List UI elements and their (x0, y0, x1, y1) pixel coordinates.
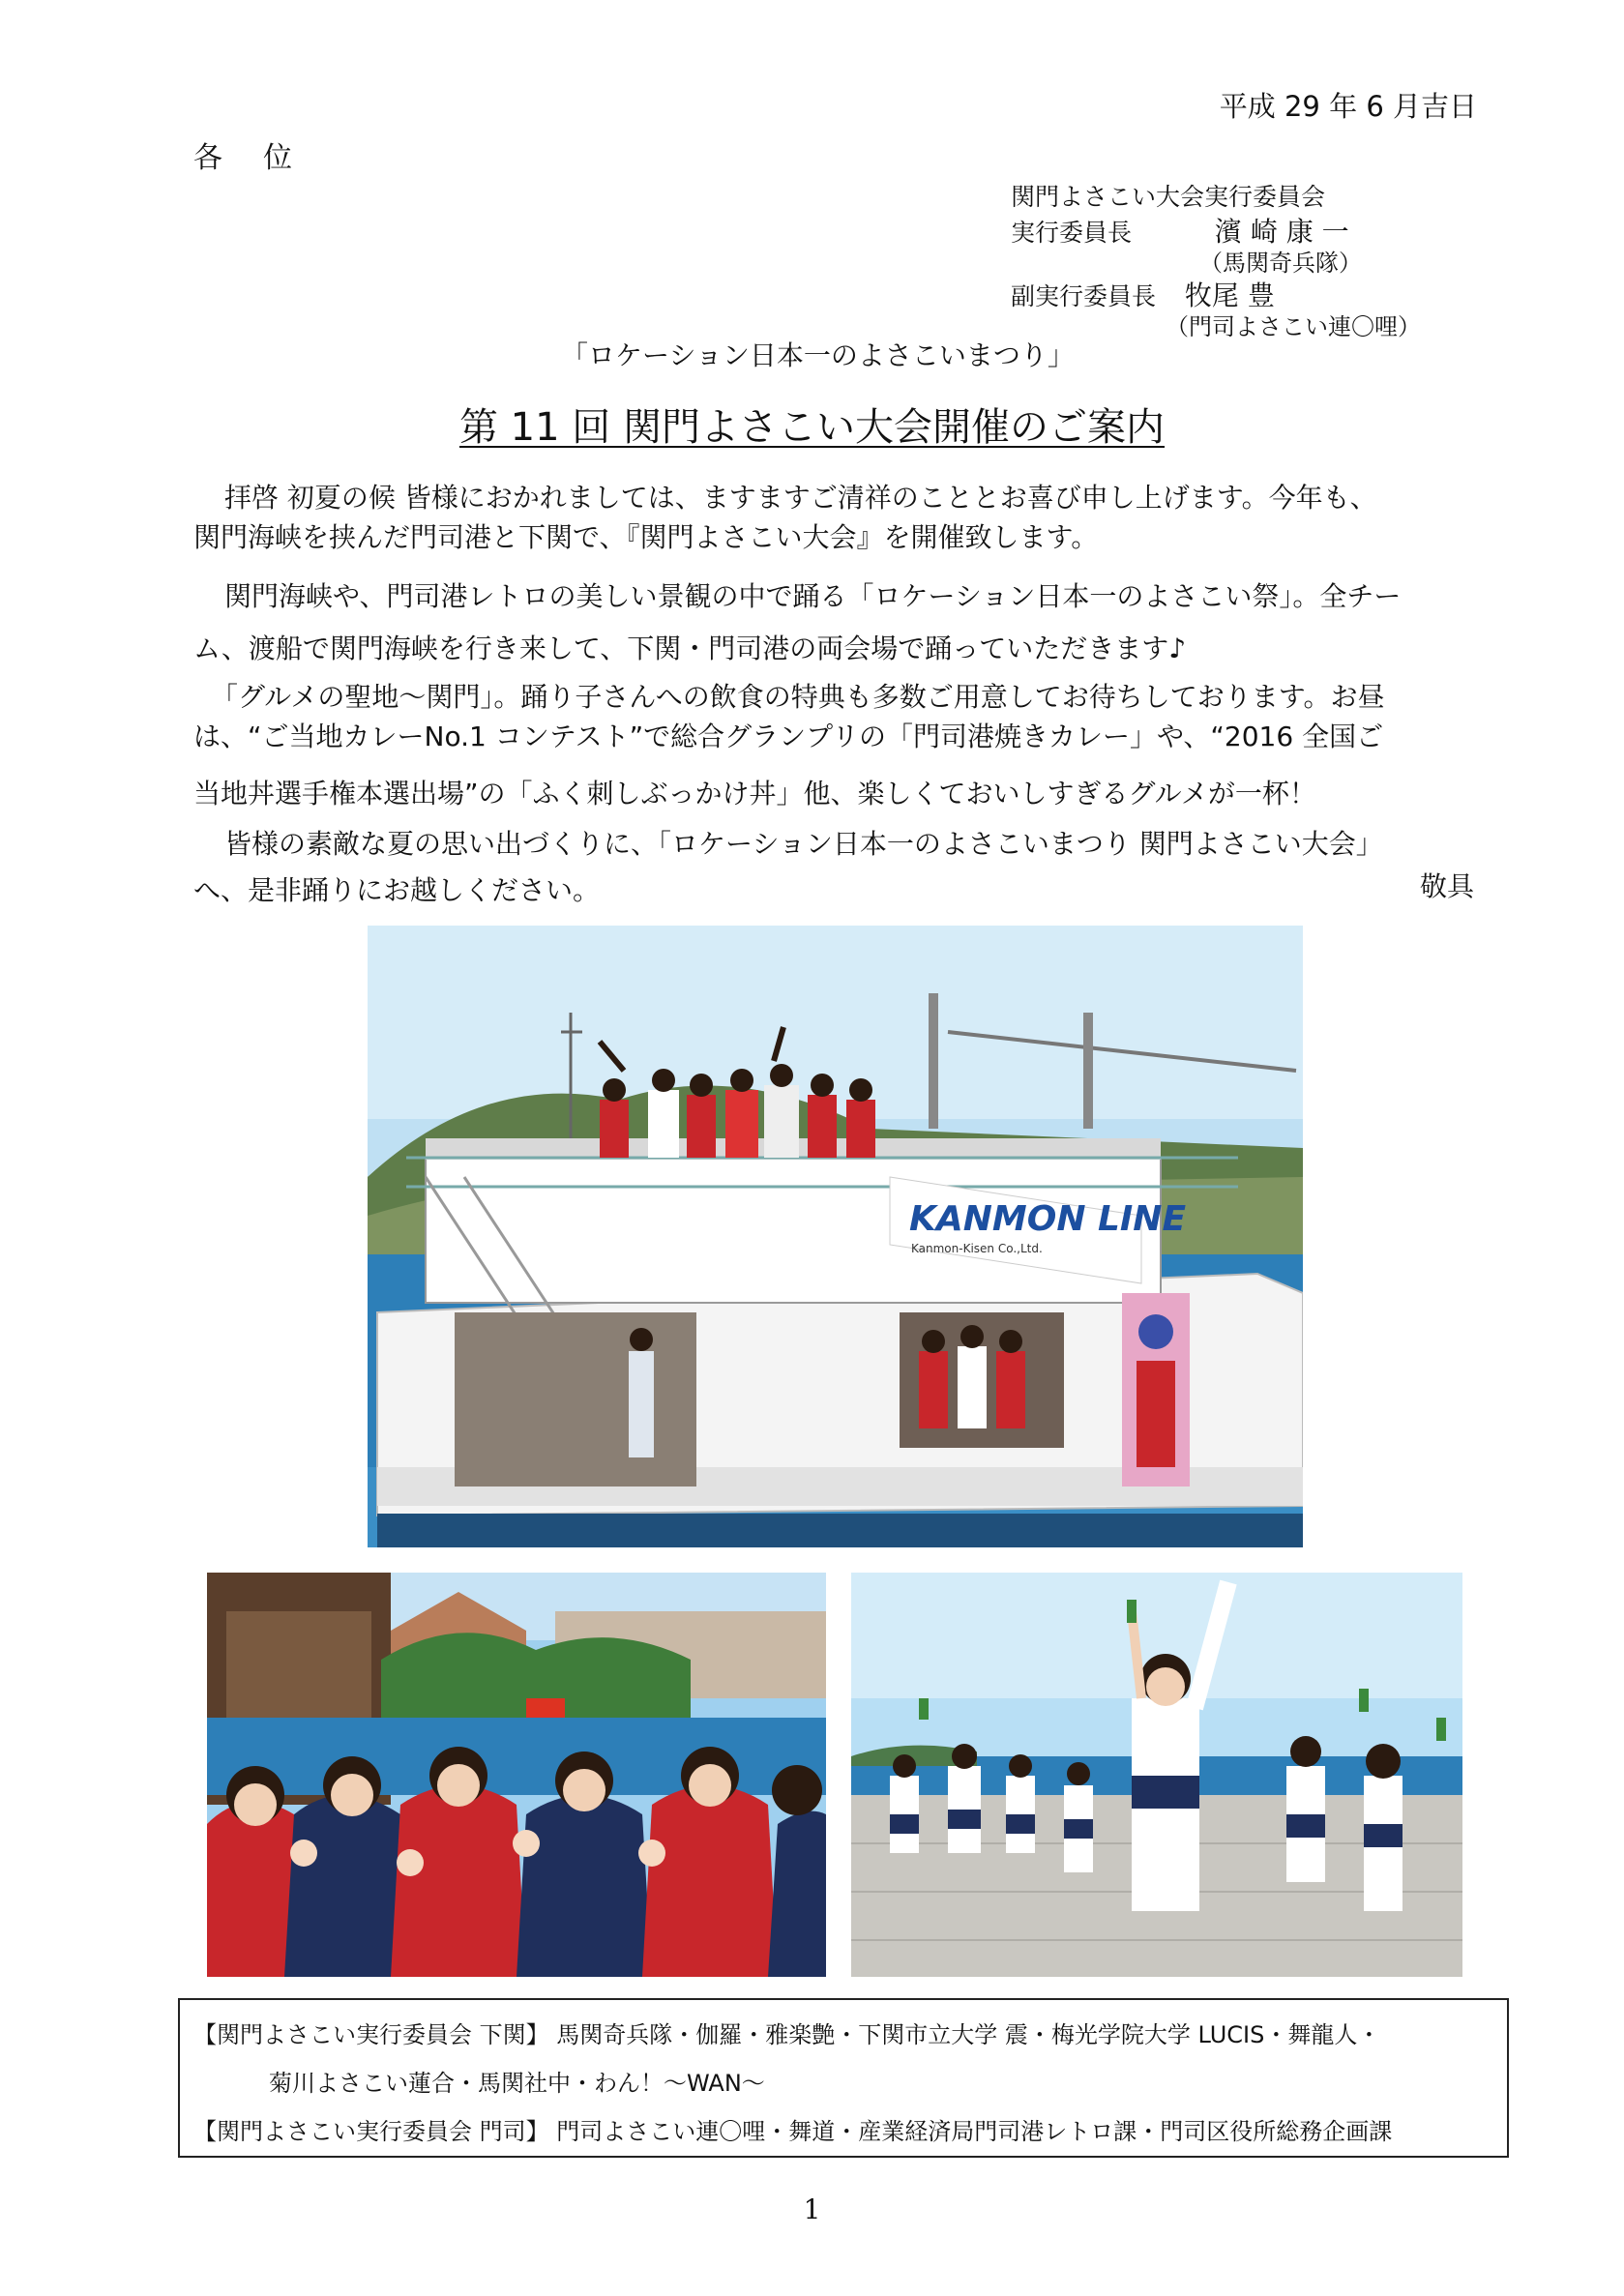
document-title (0, 397, 1624, 452)
document-title-text: 第 11 回 関門よさこい大会開催のご案内 (458, 405, 1166, 450)
chair-affiliation: （馬関奇兵隊） (1199, 250, 1362, 277)
photo-dancers-red-costumes (207, 1573, 826, 1977)
body-line-9: へ、是非踊りにお越しください。 (193, 874, 601, 906)
photo-boat-dancers (368, 926, 1303, 1547)
boat-illustration (368, 926, 1303, 1547)
event-tagline: 「ロケーション日本一のよさこいまつり」 (561, 339, 1075, 371)
white-dancers-illustration (851, 1573, 1462, 1977)
document-date: 平成 29 年 6 月吉日 (1219, 90, 1477, 123)
chair-name: 濱 崎 康 一 (1214, 216, 1349, 248)
vice-chair-title: 副実行委員長 (1011, 282, 1157, 310)
moji-committee-line: 【関門よさこい実行委員会 門司】 門司よさこい連〇哩・舞道・産業経済局門司港レトロ課・門司区役所総務企画課 (193, 2118, 1393, 2145)
body-line-1: 拝啓 初夏の候 皆様におかれましては、ますますご清祥のこととお喜び申し上げます。今年も、 (224, 482, 1377, 514)
body-line-4: ム、渡船で関門海峡を行き来して、下関・門司港の両会場で踊っていただきます♪ (193, 633, 1187, 664)
vice-chair-name: 牧尾 豊 (1184, 280, 1275, 311)
page-number: 1 (803, 2193, 821, 2225)
closing-word: 敬具 (1420, 870, 1475, 902)
body-line-3: 関門海峡や、門司港レトロの美しい景観の中で踊る「ロケーション日本一のよさこい祭」。全チー (224, 580, 1402, 612)
body-line-5: 「グルメの聖地～関門」。踊り子さんへの飲食の特典も多数ご用意してお待ちしております。お昼 (211, 681, 1385, 713)
chair-title: 実行委員長 (1011, 219, 1133, 247)
boat-sign-sub: Kanmon-Kisen Co.,Ltd. (911, 1242, 1043, 1255)
organizer-name: 関門よさこい大会実行委員会 (1011, 183, 1326, 211)
red-dancers-illustration (207, 1573, 826, 1977)
body-line-7: 当地丼選手権本選出場”の「ふく刺しぶっかけ丼」他、楽しくておいしすぎるグルメが一杯！ (193, 778, 1316, 809)
boat-sign: KANMON LINE (909, 1199, 1187, 1239)
addressee: 各位 (193, 141, 333, 175)
vice-chair-affiliation: （門司よさこい連〇哩） (1166, 313, 1421, 340)
photo-dancers-white-costumes (851, 1573, 1462, 1977)
shimonoseki-committee-line: 【関門よさこい実行委員会 下関】 馬関奇兵隊・伽羅・雅楽艶・下関市立大学 震・梅光学院大学 LUCIS・舞龍人・ (193, 2021, 1381, 2048)
committee-members-box (178, 1998, 1509, 2158)
shimonoseki-committee-line-2: 菊川よさこい蓮合・馬関社中・わん！～WAN～ (269, 2070, 765, 2097)
body-line-2: 関門海峡を挟んだ門司港と下関で、『関門よさこい大会』を開催致します。 (193, 521, 1099, 553)
body-line-8: 皆様の素敵な夏の思い出づくりに、「ロケーション日本一のよさこいまつり 関門よさこい大会」 (224, 828, 1383, 860)
body-line-6: は、“ご当地カレーNo.1 コンテスト”で総合グランプリの「門司港焼きカレー」や、“2016 全国ご (193, 721, 1384, 752)
